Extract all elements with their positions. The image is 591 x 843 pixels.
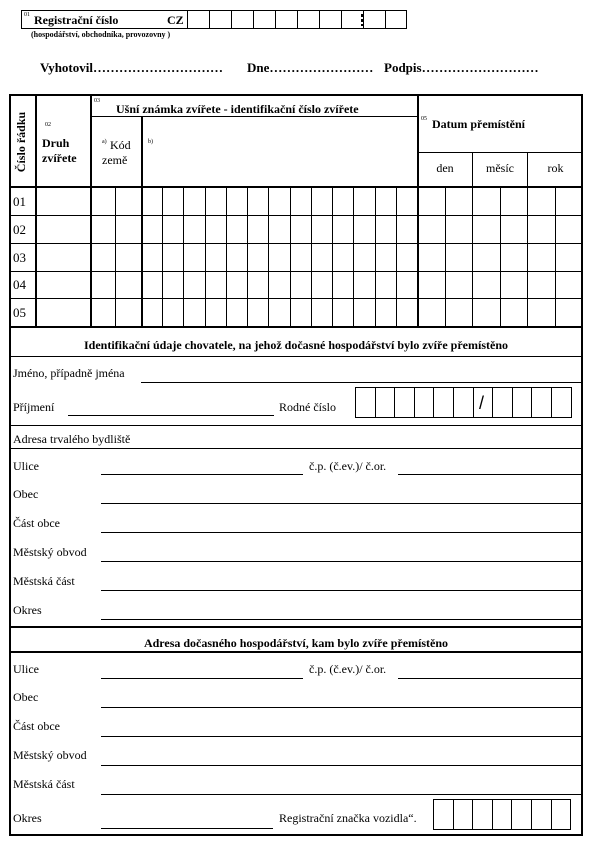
grid-col-line: [311, 187, 312, 326]
okres-label: Okres: [13, 811, 42, 825]
row-label: 02: [13, 222, 26, 237]
grid-col-line: [226, 187, 227, 326]
col-line: [141, 116, 143, 327]
obec-label: Obec: [13, 690, 39, 704]
grid-col-line: [500, 187, 501, 326]
row-label: 04: [13, 277, 26, 292]
section2-title: Adresa trvalého bydliště: [13, 432, 131, 446]
grid-row-line: [9, 271, 583, 272]
section3-title: Adresa dočasného hospodářství, kam bylo zvíře přemístěno: [143, 636, 449, 650]
znacka-label: Registrační značka vozidla“.: [279, 811, 417, 825]
grid-col-line: [527, 187, 528, 326]
reg-cell[interactable]: [231, 11, 253, 29]
jmeno-label: Jméno, případně jména: [13, 366, 125, 380]
rodne-cislo-cell[interactable]: [492, 387, 513, 418]
section-line: [9, 448, 583, 449]
reg-sub: (hospodářství, obchodníka, provozovny ): [31, 30, 171, 39]
mestsky-obvod-input[interactable]: [101, 561, 581, 562]
rodne-cislo-cell[interactable]: [512, 387, 533, 418]
rodne-cislo-cell[interactable]: [375, 387, 396, 418]
kod-header: Kód země: [102, 138, 131, 167]
rodne-cislo-cell[interactable]: [551, 387, 572, 418]
col-line: [35, 94, 37, 327]
rodne-cislo-cell[interactable]: [414, 387, 435, 418]
znacka-cell[interactable]: [472, 799, 493, 830]
znacka-cell[interactable]: [453, 799, 474, 830]
prijmeni-input[interactable]: [68, 415, 274, 416]
grid-col-line: [247, 187, 248, 326]
grid-col-line: [205, 187, 206, 326]
znacka-cell[interactable]: [551, 799, 572, 830]
okres-label: Okres: [13, 603, 42, 617]
grid-col-line: [332, 187, 333, 326]
mestsky-obvod-input[interactable]: [101, 765, 581, 766]
date-sup: 05: [421, 116, 427, 122]
grid-col-line: [183, 187, 184, 326]
b-sup: b): [148, 139, 153, 145]
cp-label: č.p. (č.ev.)/ č.or.: [309, 459, 387, 473]
col-line: [417, 94, 419, 327]
ulice-label: Ulice: [13, 459, 39, 473]
grid-col-line: [445, 187, 446, 326]
mestsky-obvod-label: Městský obvod: [13, 748, 87, 762]
dne-field[interactable]: Dne……………………: [247, 60, 374, 75]
registration-box: [21, 10, 407, 29]
cast-obce-label: Část obce: [13, 719, 60, 733]
rodne-cislo-cell[interactable]: [453, 387, 474, 418]
cp-input[interactable]: [398, 678, 581, 679]
obec-input[interactable]: [101, 503, 581, 504]
reg-country: CZ: [167, 13, 184, 27]
den-header: den: [436, 161, 454, 175]
row-label: 03: [13, 250, 26, 265]
cast-obce-input[interactable]: [101, 532, 581, 533]
mestska-cast-label: Městská část: [13, 574, 75, 588]
rodne-cislo-cell[interactable]: [394, 387, 415, 418]
rodne-cislo-slash: /: [479, 393, 485, 413]
reg-sup: 01: [24, 12, 30, 18]
cp-label: č.p. (č.ev.)/ č.or.: [309, 662, 387, 676]
grid-col-line: [162, 187, 163, 326]
grid-row-line: [9, 215, 583, 216]
row-line: [417, 152, 583, 153]
znacka-cell[interactable]: [531, 799, 552, 830]
row-label: 05: [13, 305, 26, 320]
mestska-cast-input[interactable]: [101, 794, 581, 795]
mestsky-obvod-label: Městský obvod: [13, 545, 87, 559]
mestska-cast-input[interactable]: [101, 590, 581, 591]
rodne-cislo-label: Rodné číslo: [279, 400, 336, 414]
reg-cell[interactable]: [187, 11, 209, 29]
znacka-cell[interactable]: [492, 799, 513, 830]
rodne-cislo-cell[interactable]: [355, 387, 376, 418]
row-line: [9, 186, 583, 188]
prijmeni-label: Příjmení: [13, 400, 55, 414]
reg-cell[interactable]: [319, 11, 341, 29]
grid-row-line: [9, 298, 583, 299]
reg-cell[interactable]: [253, 11, 275, 29]
rodne-cislo-cell[interactable]: [433, 387, 454, 418]
druh-sup: 02: [45, 122, 51, 128]
okres-input[interactable]: [101, 828, 273, 829]
znacka-cell[interactable]: [511, 799, 532, 830]
section-line: [9, 651, 583, 653]
grid-col-line: [353, 187, 354, 326]
reg-cell[interactable]: [275, 11, 297, 29]
jmeno-input[interactable]: [141, 382, 581, 383]
vyhotovil-field[interactable]: Vyhotovil…………………………: [40, 60, 223, 75]
grid-col-line: [115, 187, 116, 326]
grid-col-line: [375, 187, 376, 326]
reg-cell[interactable]: [385, 11, 407, 29]
section-line: [9, 326, 583, 328]
reg-label: Registrační číslo: [34, 13, 119, 27]
ear-sup: 03: [94, 98, 100, 104]
grid-col-line: [472, 187, 473, 326]
ulice-label: Ulice: [13, 662, 39, 676]
row-number-header: Číslo řádku: [14, 111, 28, 173]
druh-header: Druh zvířete: [42, 136, 77, 165]
cp-input[interactable]: [398, 474, 581, 475]
main-frame: [9, 94, 583, 836]
okres-input[interactable]: [101, 619, 581, 620]
rok-header: rok: [547, 161, 564, 175]
col-line: [90, 94, 92, 327]
reg-cell[interactable]: [209, 11, 231, 29]
section-line: [9, 425, 583, 426]
grid-col-line: [555, 187, 556, 326]
section1-title: Identifikační údaje chovatele, na jehož dočasné hospodářství bylo zvíře přemístěno: [84, 338, 508, 352]
cast-obce-input[interactable]: [101, 736, 581, 737]
znacka-cell[interactable]: [433, 799, 454, 830]
grid-col-line: [268, 187, 269, 326]
section-line: [9, 356, 583, 357]
grid-row-line: [9, 243, 583, 244]
reg-cell[interactable]: [297, 11, 319, 29]
grid-col-line: [290, 187, 291, 326]
reg-separator: [361, 14, 363, 26]
ulice-input[interactable]: [101, 474, 303, 475]
obec-label: Obec: [13, 487, 39, 501]
obec-input[interactable]: [101, 707, 581, 708]
cast-obce-label: Část obce: [13, 516, 60, 530]
reg-cell[interactable]: [341, 11, 363, 29]
row-label: 01: [13, 194, 26, 209]
mesic-header: měsíc: [486, 161, 514, 175]
mestska-cast-label: Městská část: [13, 777, 75, 791]
grid-col-line: [396, 187, 397, 326]
ear-header: Ušní známka zvířete - identifikační číslo zvířete: [116, 102, 359, 116]
date-header: Datum přemístění: [432, 117, 525, 131]
kod-sup: a): [102, 139, 107, 145]
section-line: [9, 626, 583, 628]
ulice-input[interactable]: [101, 678, 303, 679]
reg-cell[interactable]: [363, 11, 385, 29]
rodne-cislo-cell[interactable]: [531, 387, 552, 418]
podpis-field[interactable]: Podpis………………………: [384, 60, 539, 75]
